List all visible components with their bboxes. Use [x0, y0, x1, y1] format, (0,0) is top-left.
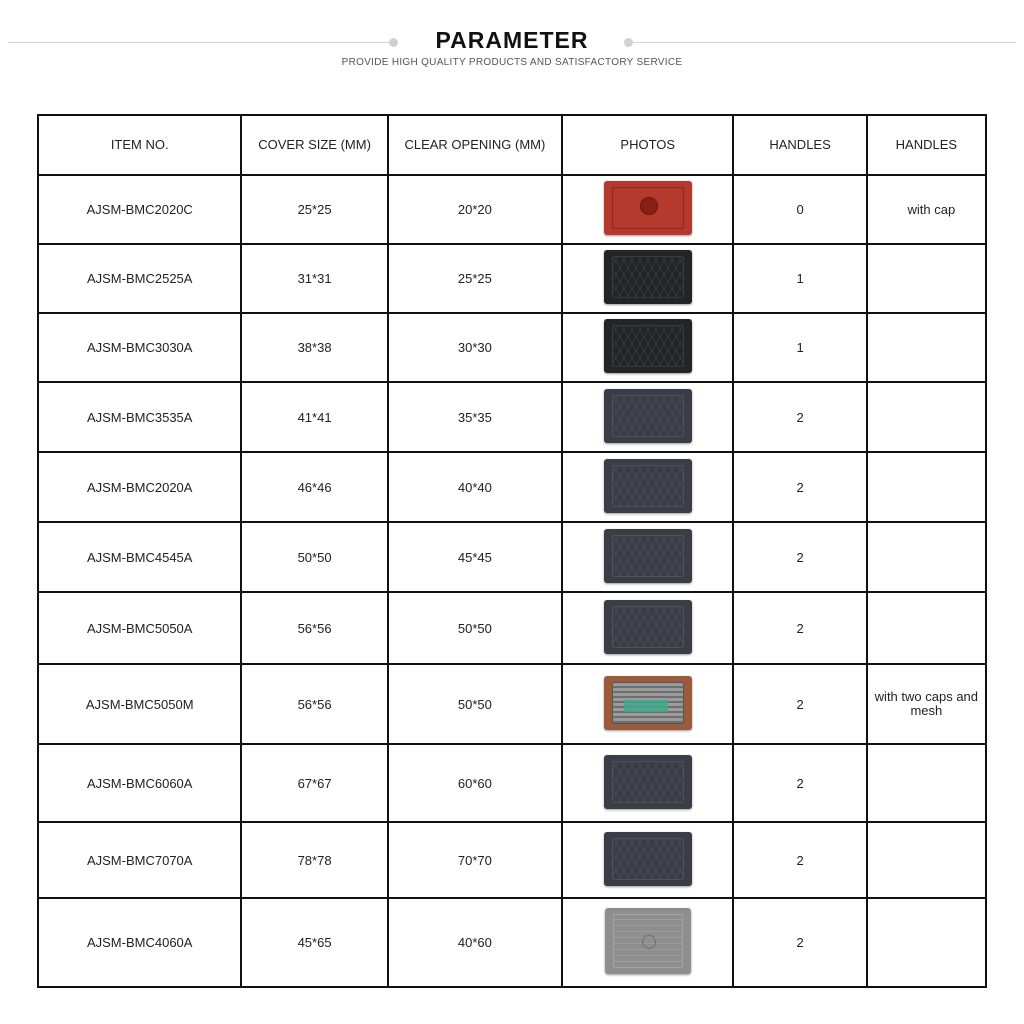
cell-note — [867, 592, 986, 664]
parameter-table — [37, 114, 987, 988]
cell-handles: 2 — [733, 452, 866, 522]
dark-cover-photo — [604, 600, 692, 654]
cell-photo — [562, 664, 733, 744]
cell-handles: 2 — [733, 382, 866, 452]
table-row — [38, 452, 986, 522]
column-header-handles: HANDLES — [733, 115, 866, 175]
cell-photo — [562, 382, 733, 452]
table-row — [38, 244, 986, 313]
cell-clear-opening: 45*45 — [388, 522, 562, 592]
table-row — [38, 522, 986, 592]
cell-handles: 2 — [733, 664, 866, 744]
column-header-clear-opening: CLEAR OPENING (MM) — [388, 115, 562, 175]
cell-handles: 2 — [733, 744, 866, 822]
table-row — [38, 822, 986, 898]
cell-cover-size: 41*41 — [241, 382, 387, 452]
cell-cover-size: 67*67 — [241, 744, 387, 822]
cell-photo — [562, 175, 733, 244]
cell-note — [867, 452, 986, 522]
cell-cover-size: 78*78 — [241, 822, 387, 898]
cell-handles: 1 — [733, 244, 866, 313]
cell-item-no: AJSM-BMC2020C — [38, 175, 241, 244]
cell-handles: 2 — [733, 898, 866, 987]
cell-photo — [562, 522, 733, 592]
dark-cover-photo — [604, 755, 692, 809]
cell-photo — [562, 452, 733, 522]
cell-clear-opening: 40*60 — [388, 898, 562, 987]
cell-note — [867, 898, 986, 987]
cell-clear-opening: 35*35 — [388, 382, 562, 452]
cell-note — [867, 382, 986, 452]
grey-cover-photo — [605, 908, 691, 974]
cell-photo — [562, 744, 733, 822]
cell-clear-opening: 30*30 — [388, 313, 562, 382]
cell-cover-size: 56*56 — [241, 664, 387, 744]
cell-item-no: AJSM-BMC5050M — [38, 664, 241, 744]
table-row — [38, 592, 986, 664]
cell-handles: 2 — [733, 592, 866, 664]
cell-clear-opening: 20*20 — [388, 175, 562, 244]
cell-item-no: AJSM-BMC3535A — [38, 382, 241, 452]
cell-note — [867, 744, 986, 822]
cell-cover-size: 50*50 — [241, 522, 387, 592]
dark-cover-photo — [604, 529, 692, 583]
page-title: PARAMETER — [435, 27, 589, 53]
cell-photo — [562, 313, 733, 382]
cell-photo — [562, 822, 733, 898]
cell-clear-opening: 60*60 — [388, 744, 562, 822]
dark-cover-photo — [604, 389, 692, 443]
table-row — [38, 898, 986, 987]
page-subtitle: PROVIDE HIGH QUALITY PRODUCTS AND SATISFACTORY SERVICE — [341, 57, 683, 68]
table-header-row — [38, 115, 986, 175]
cell-item-no: AJSM-BMC2525A — [38, 244, 241, 313]
cell-handles: 2 — [733, 822, 866, 898]
table-row — [38, 664, 986, 744]
cell-photo — [562, 898, 733, 987]
cell-item-no: AJSM-BMC4545A — [38, 522, 241, 592]
cell-item-no: AJSM-BMC3030A — [38, 313, 241, 382]
dark-cover-photo — [604, 459, 692, 513]
cell-cover-size: 46*46 — [241, 452, 387, 522]
cell-cover-size: 45*65 — [241, 898, 387, 987]
cell-item-no: AJSM-BMC5050A — [38, 592, 241, 664]
cell-note — [867, 244, 986, 313]
cell-note — [867, 313, 986, 382]
cell-clear-opening: 50*50 — [388, 664, 562, 744]
cell-item-no: AJSM-BMC4060A — [38, 898, 241, 987]
cell-cover-size: 56*56 — [241, 592, 387, 664]
cell-item-no: AJSM-BMC7070A — [38, 822, 241, 898]
cell-item-no: AJSM-BMC6060A — [38, 744, 241, 822]
column-header-cover-size: COVER SIZE (MM) — [241, 115, 387, 175]
cell-note — [867, 522, 986, 592]
red-cover-photo — [604, 181, 692, 235]
table-row — [38, 175, 986, 244]
cell-handles: 2 — [733, 522, 866, 592]
cell-cover-size: 31*31 — [241, 244, 387, 313]
cell-note: with cap — [867, 175, 986, 244]
cell-handles: 1 — [733, 313, 866, 382]
cell-clear-opening: 25*25 — [388, 244, 562, 313]
cell-clear-opening: 40*40 — [388, 452, 562, 522]
cell-item-no: AJSM-BMC2020A — [38, 452, 241, 522]
column-header-photos: PHOTOS — [562, 115, 733, 175]
table-row — [38, 313, 986, 382]
dark-cover-photo — [604, 832, 692, 886]
header-divider-right — [626, 42, 1016, 43]
black-cover-photo — [604, 250, 692, 304]
table-row — [38, 744, 986, 822]
cell-photo — [562, 592, 733, 664]
cell-clear-opening: 50*50 — [388, 592, 562, 664]
page-header — [0, 22, 1024, 82]
cell-note: with two caps and mesh — [867, 664, 986, 744]
mesh-cover-photo — [604, 676, 692, 730]
black-cover-photo — [604, 319, 692, 373]
cell-note — [867, 822, 986, 898]
cell-photo — [562, 244, 733, 313]
cell-clear-opening: 70*70 — [388, 822, 562, 898]
table-row — [38, 382, 986, 452]
cell-handles: 0 — [733, 175, 866, 244]
cell-cover-size: 25*25 — [241, 175, 387, 244]
column-header-item-no: ITEM NO. — [38, 115, 241, 175]
cell-cover-size: 38*38 — [241, 313, 387, 382]
column-header-handles-2: HANDLES — [867, 115, 986, 175]
